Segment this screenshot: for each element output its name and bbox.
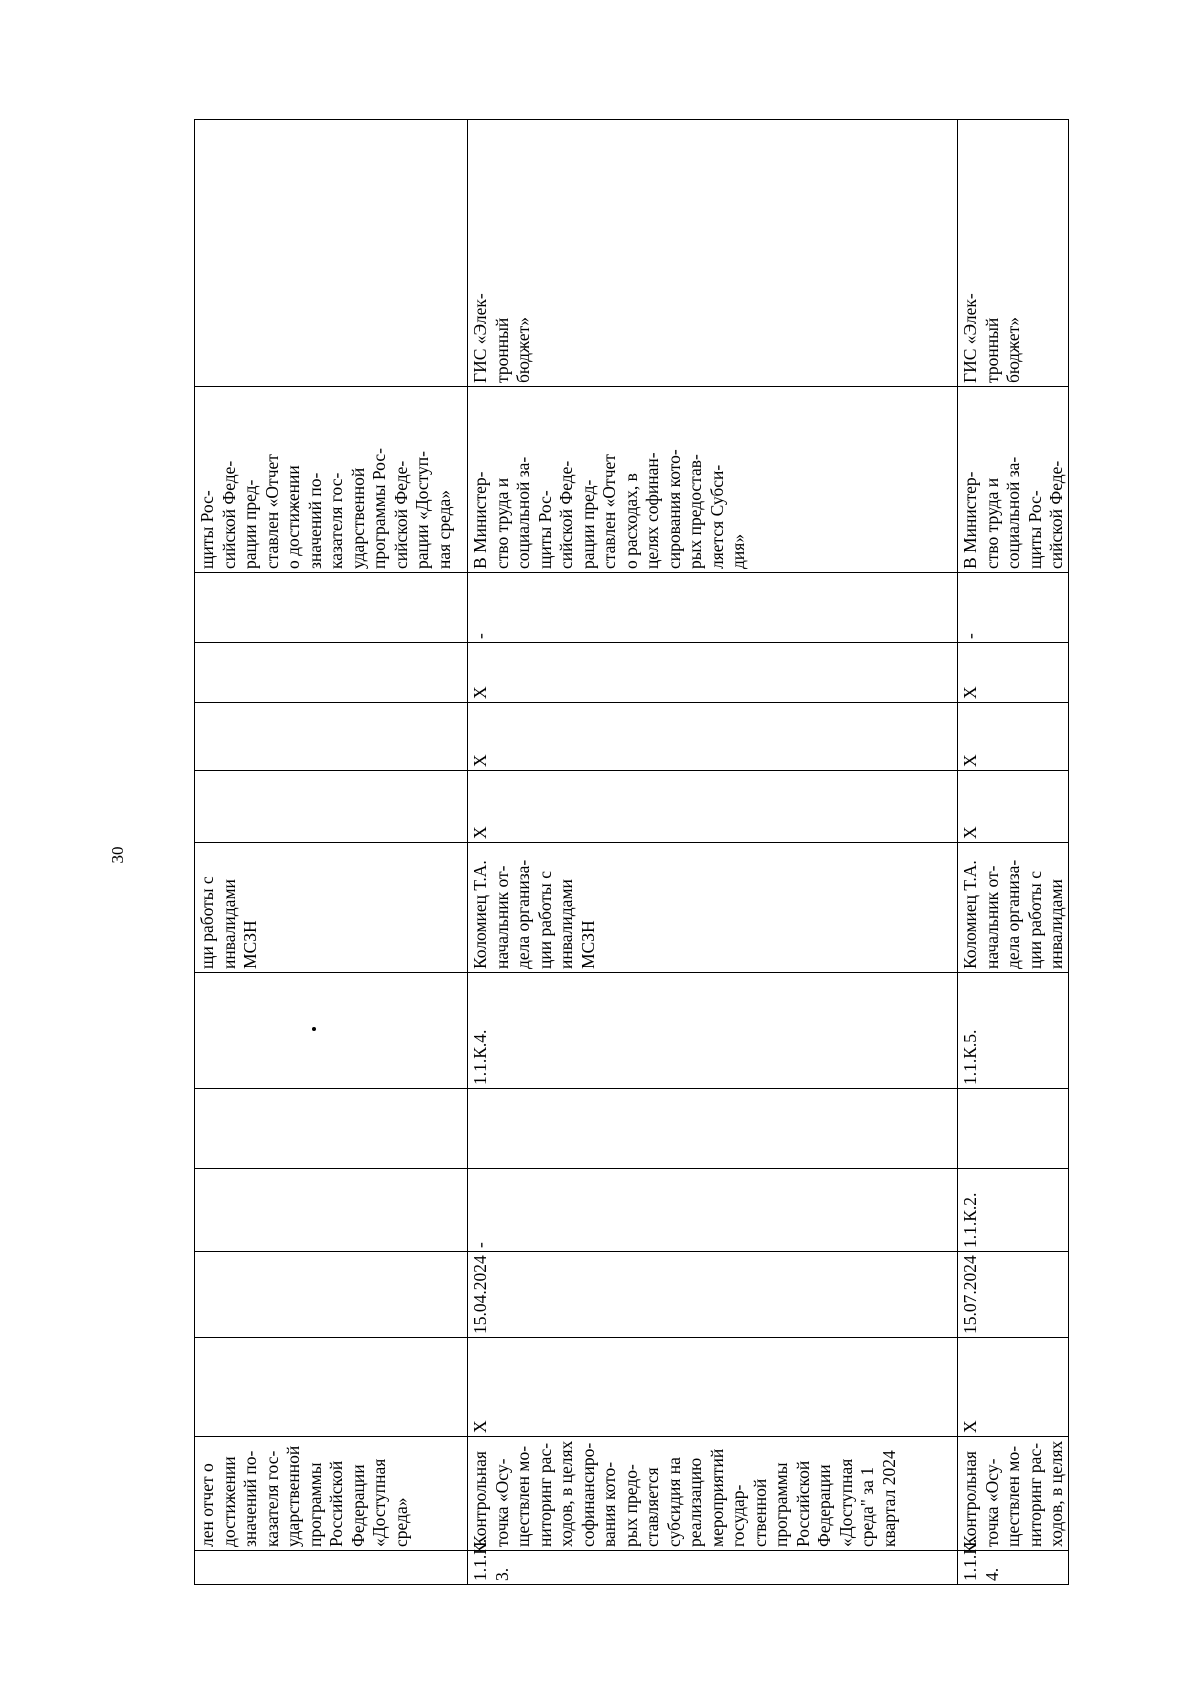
row1-mark-1 [195,771,468,843]
row3-mark-4: - [958,573,1069,643]
row2-type: X [468,1338,958,1437]
row3-mark-3: X [958,643,1069,703]
row3-mark-2: X [958,703,1069,771]
row1-mark-2 [195,703,468,771]
plan-table [194,119,1069,1585]
row1-name: лен отчет о достижении значений по- казателя гос- ударственной программы Российской Федерации «Доступная среда» [195,1437,468,1551]
row2-result: В Министер- ство труда и социальной за- щиты Рос- сийской Феде- рации пред- ставлен «Отчет о расходах, в целях софинан- сирования кото- рых предостав- ляется Субси- дия» [468,387,958,573]
row3-successor: 1.1.К.5. [958,973,1069,1089]
row3-type: X [958,1338,1069,1437]
row3-responsible: Коломиец Т.А. начальник от- дела организа- ции работы с инвалидами [958,843,1069,973]
row2-responsible: Коломиец Т.А. начальник от- дела организа- ции работы с инвалидами МСЗН [468,843,958,973]
row1-responsible: щи работы с инвалидами МСЗН [195,843,468,973]
row1-predecessor [195,1169,468,1252]
row1-type [195,1338,468,1437]
row2-predecessor: - [468,1169,958,1252]
row1-number [195,1551,468,1585]
table-row [468,120,958,1585]
row3-date: 15.07.2024 [958,1252,1069,1338]
row3-predecessor-type [958,1089,1069,1169]
row2-mark-4: - [468,573,958,643]
row2-mark-1: X [468,771,958,843]
table-row [195,120,468,1585]
row2-date: 15.04.2024 [468,1252,958,1338]
row2-mark-2: X [468,703,958,771]
row3-result: В Министер- ство труда и социальной за- щиты Рос- сийской Феде- [958,387,1069,573]
rotated-page-content [194,120,1066,1585]
row3-number: 1.1.К. 4. [958,1551,1069,1585]
row1-date [195,1252,468,1338]
row1-mark-4 [195,573,468,643]
row2-name: Контрольная точка «Осу- ществлен мо- ниторинг рас- ходов, в целях софинансиро- вания кото- рых предо- ставляется субсидия на реализацию мероприятий государ- ственной программы Российской Федерации «Доступная среда" за 1 квартал 2024 [468,1437,958,1551]
row2-system: ГИС «Элек- тронный бюджет» [468,120,958,387]
row3-predecessor: 1.1.К.2. [958,1169,1069,1252]
row3-system: ГИС «Элек- тронный бюджет» [958,120,1069,387]
rotated-table-container [194,120,1066,1585]
row3-mark-1: X [958,771,1069,843]
page-number: 30 [108,846,127,864]
row1-system [195,120,468,387]
row3-name: Контрольная точка «Осу- ществлен мо- ниторинг рас- ходов, в целях [958,1437,1069,1551]
row2-predecessor-type [468,1089,958,1169]
scan-dot [312,1027,316,1031]
row1-result: щиты Рос- сийской Феде- рации пред- ставлен «Отчет о достижении значений по- казателя гос- ударственной программы Рос- сийской Феде- рации «Доступ- ная среда» [195,387,468,573]
row1-predecessor-type [195,1089,468,1169]
row2-number: 1.1.К. 3. [468,1551,958,1585]
row1-successor [195,973,468,1089]
table-row [958,120,1069,1585]
row2-mark-3: X [468,643,958,703]
row1-mark-3 [195,643,468,703]
row2-successor: 1.1.К.4. [468,973,958,1089]
